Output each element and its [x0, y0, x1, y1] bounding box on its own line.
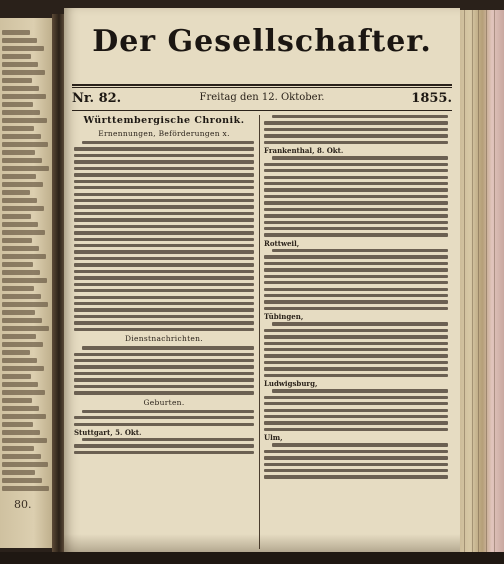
text-line: [74, 315, 254, 318]
text-line: [74, 391, 254, 394]
text-line: [74, 289, 254, 292]
text-line: [264, 275, 448, 278]
previous-page-text-line: [2, 478, 42, 483]
text-line: [74, 353, 254, 356]
previous-page-text-line: [2, 110, 40, 115]
previous-page-number: 80.: [14, 498, 32, 511]
text-line: [264, 421, 448, 424]
text-line: [264, 396, 448, 399]
text-line: [74, 385, 254, 388]
text-line: [74, 378, 254, 381]
previous-page-text-line: [2, 350, 30, 355]
text-line: [264, 128, 448, 131]
text-line: [74, 244, 254, 247]
column-divider: [259, 115, 260, 549]
previous-page-text-line: [2, 254, 46, 259]
text-line: [74, 212, 254, 215]
text-line: [264, 233, 448, 236]
dateline: [72, 91, 452, 109]
text-line: [74, 423, 254, 426]
issue-year: 1855.: [411, 91, 452, 106]
previous-page-text-line: [2, 470, 35, 475]
masthead-rule-thin: [72, 87, 452, 88]
previous-page-text-line: [2, 238, 32, 243]
text-line: [74, 238, 254, 241]
text-line: [264, 374, 448, 377]
text-line: [264, 342, 448, 345]
previous-page-text-line: [2, 158, 42, 163]
newspaper-page: [64, 8, 460, 556]
previous-page-text-line: [2, 222, 38, 227]
text-line: [264, 469, 448, 472]
previous-page-text-line: [2, 486, 49, 491]
previous-page-text-line: [2, 206, 44, 211]
text-line: [264, 121, 448, 124]
book-edge: [456, 10, 504, 558]
text-line: [264, 262, 448, 265]
text-line: [264, 208, 448, 211]
text-line: [74, 186, 254, 189]
right-column: [264, 115, 448, 482]
previous-page-text-line: [2, 454, 41, 459]
previous-page-text-line: [2, 318, 42, 323]
text-line: [264, 255, 448, 258]
text-line: [74, 147, 254, 150]
previous-page-text-line: [2, 270, 40, 275]
text-line: [272, 443, 448, 446]
text-line: [74, 308, 254, 311]
previous-page-text-line: [2, 302, 48, 307]
previous-page-text-line: [2, 398, 32, 403]
previous-page-text-line: [2, 182, 43, 187]
previous-page-text-line: [2, 390, 45, 395]
text-line: [264, 307, 448, 310]
text-line: [264, 450, 448, 453]
previous-page-text-line: [2, 342, 43, 347]
previous-page-text-line: [2, 462, 48, 467]
previous-page-text-line: [2, 406, 39, 411]
previous-page-text-line: [2, 190, 30, 195]
text-line: [264, 415, 448, 418]
text-line: [264, 348, 448, 351]
text-line: [264, 134, 448, 137]
text-line: [74, 218, 254, 221]
previous-page-text-line: [2, 94, 46, 99]
text-line: [264, 294, 448, 297]
ulm-heading: Ulm,: [264, 434, 283, 443]
text-line: [264, 221, 448, 224]
text-line: [74, 296, 254, 299]
previous-page-text-line: [2, 446, 34, 451]
chronicle-title: Württembergische Chronik.: [83, 115, 245, 126]
text-line: [82, 141, 254, 144]
previous-page-text-line: [2, 326, 49, 331]
previous-page-text-line: [2, 310, 35, 315]
text-line: [74, 231, 254, 234]
previous-page-text-line: [2, 102, 33, 107]
previous-page-text-line: [2, 214, 31, 219]
text-line: [74, 451, 254, 454]
text-line: [74, 205, 254, 208]
previous-page-text-line: [2, 126, 34, 131]
previous-page-text-line: [2, 438, 47, 443]
text-line: [74, 167, 254, 170]
text-line: [74, 359, 254, 362]
text-line: [74, 225, 254, 228]
previous-page-text-line: [2, 334, 36, 339]
text-line: [264, 195, 448, 198]
previous-page-text-line: [2, 38, 37, 43]
text-line: [264, 288, 448, 291]
stuttgart-heading: Stuttgart, 5. Okt.: [74, 428, 142, 437]
text-line: [264, 281, 448, 284]
previous-page-text-line: [2, 286, 34, 291]
tubingen-heading: Tübingen,: [264, 313, 304, 322]
text-line: [74, 372, 254, 375]
text-line: [74, 283, 254, 286]
text-line: [272, 249, 448, 252]
previous-page-text-line: [2, 166, 49, 171]
previous-page-text-line: [2, 294, 41, 299]
chronicle-subtitle: Ernennungen, Beförderungen x.: [98, 129, 230, 138]
previous-page-text-line: [2, 262, 33, 267]
text-line: [74, 302, 254, 305]
previous-page-text-line: [2, 198, 37, 203]
text-line: [264, 463, 448, 466]
previous-page-text-line: [2, 54, 31, 59]
text-line: [272, 156, 448, 159]
previous-page: [0, 18, 56, 548]
text-line: [264, 227, 448, 230]
previous-page-text-line: [2, 150, 35, 155]
ludwigsburg-heading: Ludwigsburg,: [264, 380, 318, 389]
previous-page-text-line: [2, 430, 40, 435]
previous-page-text-line: [2, 174, 36, 179]
frankenthal-heading: Frankenthal, 8. Okt.: [264, 147, 344, 156]
text-line: [264, 182, 448, 185]
text-line: [264, 475, 448, 478]
text-line: [74, 250, 254, 253]
masthead-title: Der Gesellschafter.: [92, 24, 432, 59]
text-line: [74, 365, 254, 368]
text-line: [264, 409, 448, 412]
text-line: [272, 322, 448, 325]
previous-page-text-line: [2, 118, 47, 123]
issue-number: Nr. 82.: [72, 91, 122, 106]
text-line: [74, 193, 254, 196]
text-line: [264, 402, 448, 405]
text-line: [74, 321, 254, 324]
text-line: [74, 257, 254, 260]
previous-page-text-line: [2, 246, 39, 251]
previous-page-text-line: [2, 278, 47, 283]
text-line: [74, 328, 254, 331]
text-line: [264, 141, 448, 144]
text-line: [74, 173, 254, 176]
text-line: [74, 199, 254, 202]
text-line: [264, 214, 448, 217]
text-line: [264, 201, 448, 204]
text-line: [264, 268, 448, 271]
text-line: [264, 176, 448, 179]
text-line: [264, 300, 448, 303]
previous-page-text-line: [2, 414, 46, 419]
text-line: [272, 115, 448, 118]
rottweil-heading: Rottweil,: [264, 239, 300, 248]
previous-page-text-line: [2, 86, 39, 91]
issue-date: Freitag den 12. Oktober.: [199, 92, 325, 103]
previous-page-text-line: [2, 78, 32, 83]
text-line: [264, 188, 448, 191]
previous-page-text-line: [2, 46, 44, 51]
previous-page-text-line: [2, 358, 37, 363]
text-line: [264, 361, 448, 364]
previous-page-text-line: [2, 62, 38, 67]
text-line: [264, 354, 448, 357]
text-line: [74, 154, 254, 157]
service-news-heading: Dienstnachrichten.: [125, 334, 203, 344]
masthead-rule-top: [72, 84, 452, 86]
dateline-rule: [72, 110, 452, 111]
text-line: [74, 270, 254, 273]
text-line: [74, 180, 254, 183]
text-line: [264, 329, 448, 332]
text-line: [82, 410, 254, 413]
previous-page-text-line: [2, 134, 41, 139]
text-line: [264, 169, 448, 172]
births-heading: Geburten.: [143, 397, 185, 407]
text-line: [74, 444, 254, 447]
previous-page-text-line: [2, 366, 44, 371]
previous-page-text-line: [2, 142, 48, 147]
text-line: [74, 263, 254, 266]
text-line: [272, 389, 448, 392]
text-line: [74, 160, 254, 163]
text-line: [264, 335, 448, 338]
text-line: [264, 163, 448, 166]
text-line: [82, 346, 254, 349]
previous-page-text-line: [2, 70, 45, 75]
previous-page-text-line: [2, 30, 30, 35]
text-line: [74, 416, 254, 419]
text-line: [264, 428, 448, 431]
previous-page-text-line: [2, 374, 31, 379]
text-line: [264, 456, 448, 459]
text-line: [264, 367, 448, 370]
left-column: [74, 115, 254, 457]
previous-page-text-line: [2, 422, 33, 427]
previous-page-text-line: [2, 382, 38, 387]
table-surface: [0, 552, 504, 564]
text-line: [74, 276, 254, 279]
text-line: [82, 438, 254, 441]
previous-page-text-line: [2, 230, 45, 235]
